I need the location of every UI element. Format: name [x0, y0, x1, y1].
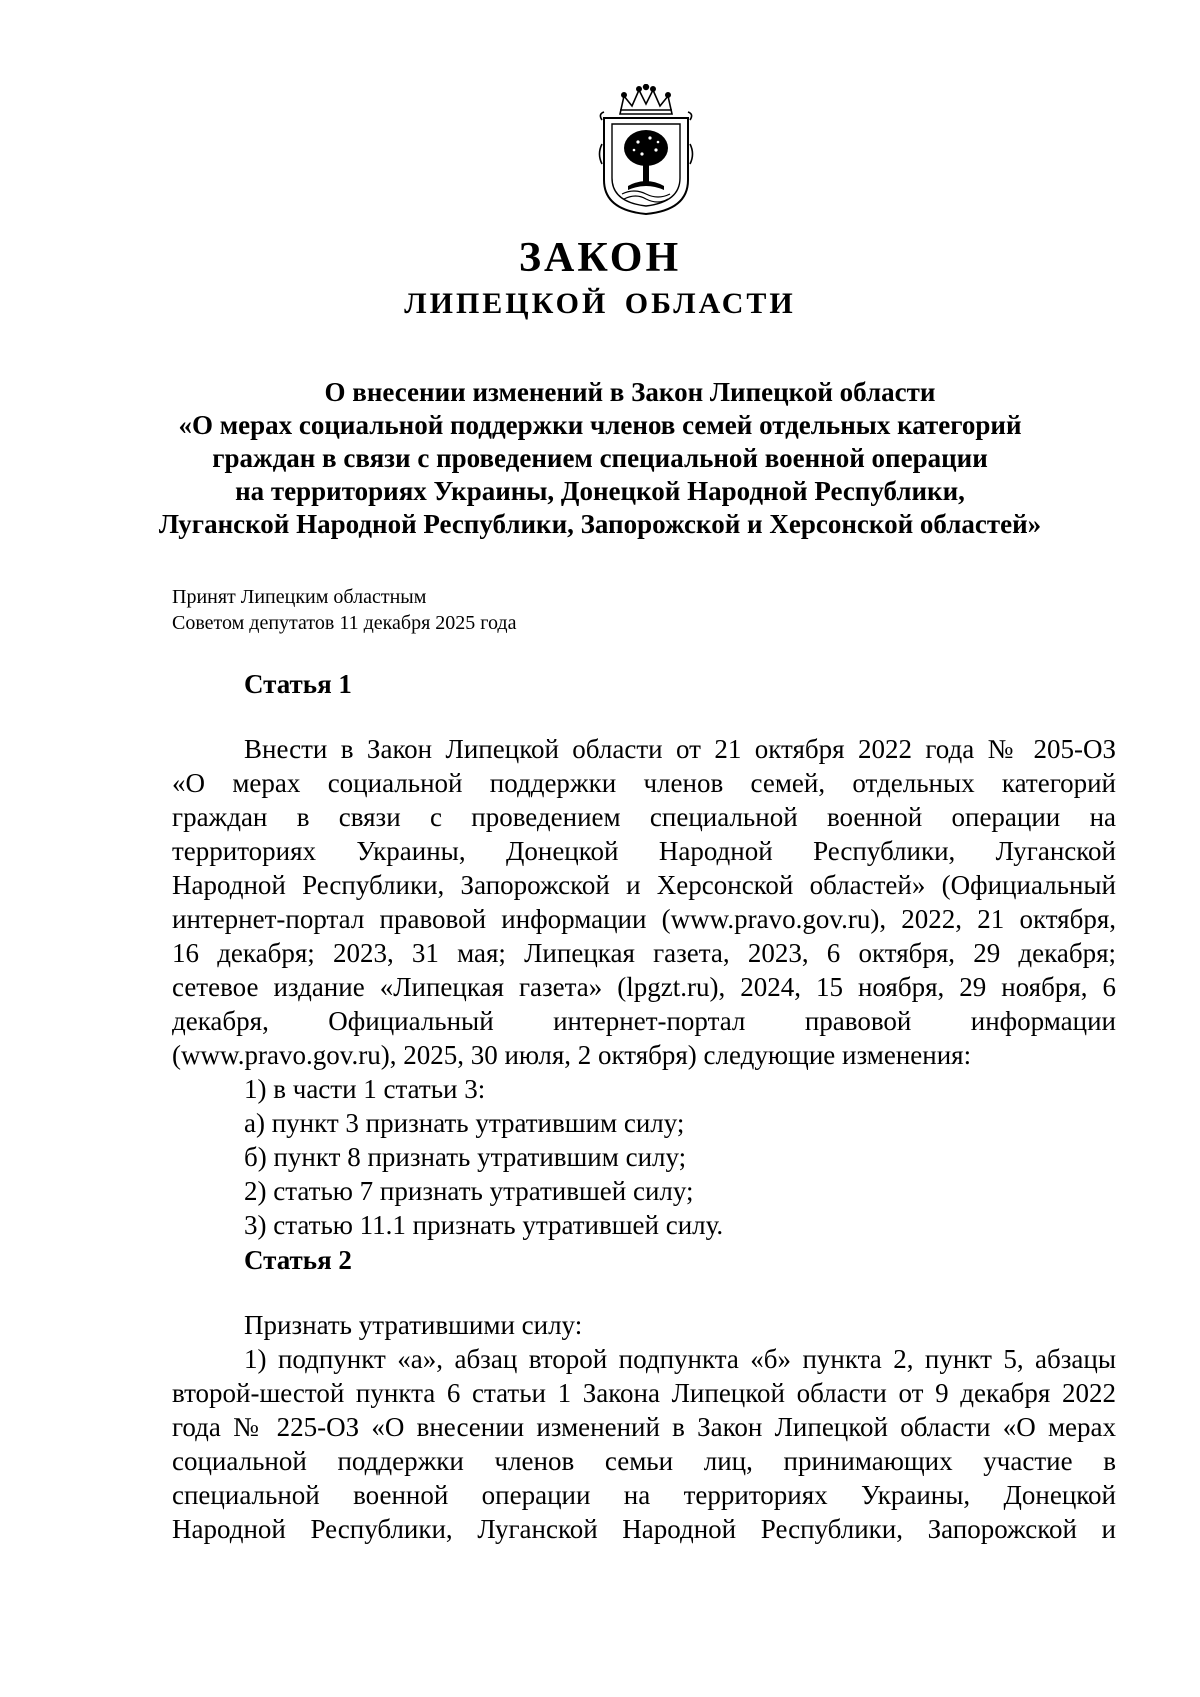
list-item: 1) в части 1 статьи 3:: [244, 1074, 486, 1104]
adoption-note: [172, 584, 516, 636]
paragraph-line: (www.pravo.gov.ru), 2025, 30 июля, 2 октября) следующие изменения:: [172, 1040, 972, 1070]
paragraph-line: территориях Украины, Донецкой Народной Республики, Луганской: [172, 836, 1116, 866]
adoption-line: Принят Липецким областным: [172, 586, 427, 608]
article-1-body: [172, 732, 1116, 1242]
list-item: б) пункт 8 признать утратившим силу;: [244, 1142, 687, 1172]
paragraph-line: социальной поддержки членов семьи лиц, принимающих участие в: [172, 1446, 1116, 1476]
paragraph-line: интернет-портал правовой информации (www.pravo.gov.ru), 2022, 21 октября,: [172, 904, 1116, 934]
article-2-title: Статья 2: [244, 1245, 352, 1275]
paragraph-line: Признать утратившими силу:: [244, 1310, 583, 1340]
paragraph-line: граждан в связи с проведением специальной военной операции на: [172, 802, 1116, 832]
paragraph-line: Внести в Закон Липецкой области от 21 октября 2022 года № 205-ОЗ: [244, 734, 1116, 764]
paragraph-line: Народной Республики, Запорожской и Херсонской областей» (Официальный: [172, 870, 1116, 900]
heading-line: О внесении изменений в Закон Липецкой области: [324, 377, 936, 407]
law-heading: [150, 376, 1050, 541]
adoption-line: Советом депутатов 11 декабря 2025 года: [172, 612, 517, 634]
list-item: 2) статью 7 признать утратившей силу;: [244, 1176, 694, 1206]
law-subtitle: ЛИПЕЦКОЙ ОБЛАСТИ: [404, 287, 796, 320]
list-item: 3) статью 11.1 признать утратившей силу.: [244, 1210, 724, 1240]
law-title: ЗАКОН: [518, 235, 682, 281]
paragraph-line: Народной Республики, Луганской Народной Республики, Запорожской и: [172, 1514, 1116, 1544]
article-1-title: Статья 1: [244, 669, 352, 699]
heading-line: на территориях Украины, Донецкой Народной Республики,: [235, 476, 965, 506]
paragraph-line: 16 декабря; 2023, 31 мая; Липецкая газета, 2023, 6 октября, 29 декабря;: [172, 938, 1116, 968]
paragraph-line: года № 225-ОЗ «О внесении изменений в Закон Липецкой области «О мерах: [172, 1412, 1116, 1442]
article-2-body: [172, 1308, 1116, 1546]
heading-line: «О мерах социальной поддержки членов семей отдельных категорий: [178, 410, 1022, 440]
paragraph-line: 1) подпункт «а», абзац второй подпункта «б» пункта 2, пункт 5, абзацы: [244, 1344, 1116, 1374]
paragraph-line: сетевое издание «Липецкая газета» (lpgzt.ru), 2024, 15 ноября, 29 ноября, 6: [172, 972, 1116, 1002]
coat-of-arms-icon: [598, 84, 694, 216]
paragraph-line: специальной военной операции на территориях Украины, Донецкой: [172, 1480, 1116, 1510]
heading-line: граждан в связи с проведением специальной военной операции: [212, 443, 988, 473]
list-item: а) пункт 3 признать утратившим силу;: [244, 1108, 685, 1138]
paragraph-line: «О мерах социальной поддержки членов семей, отдельных категорий: [172, 768, 1116, 798]
heading-line: Луганской Народной Республики, Запорожской и Херсонской областей»: [158, 509, 1042, 539]
paragraph-line: декабря, Официальный интернет-портал правовой информации: [172, 1006, 1116, 1036]
paragraph-line: второй-шестой пункта 6 статьи 1 Закона Липецкой области от 9 декабря 2022: [172, 1378, 1116, 1408]
